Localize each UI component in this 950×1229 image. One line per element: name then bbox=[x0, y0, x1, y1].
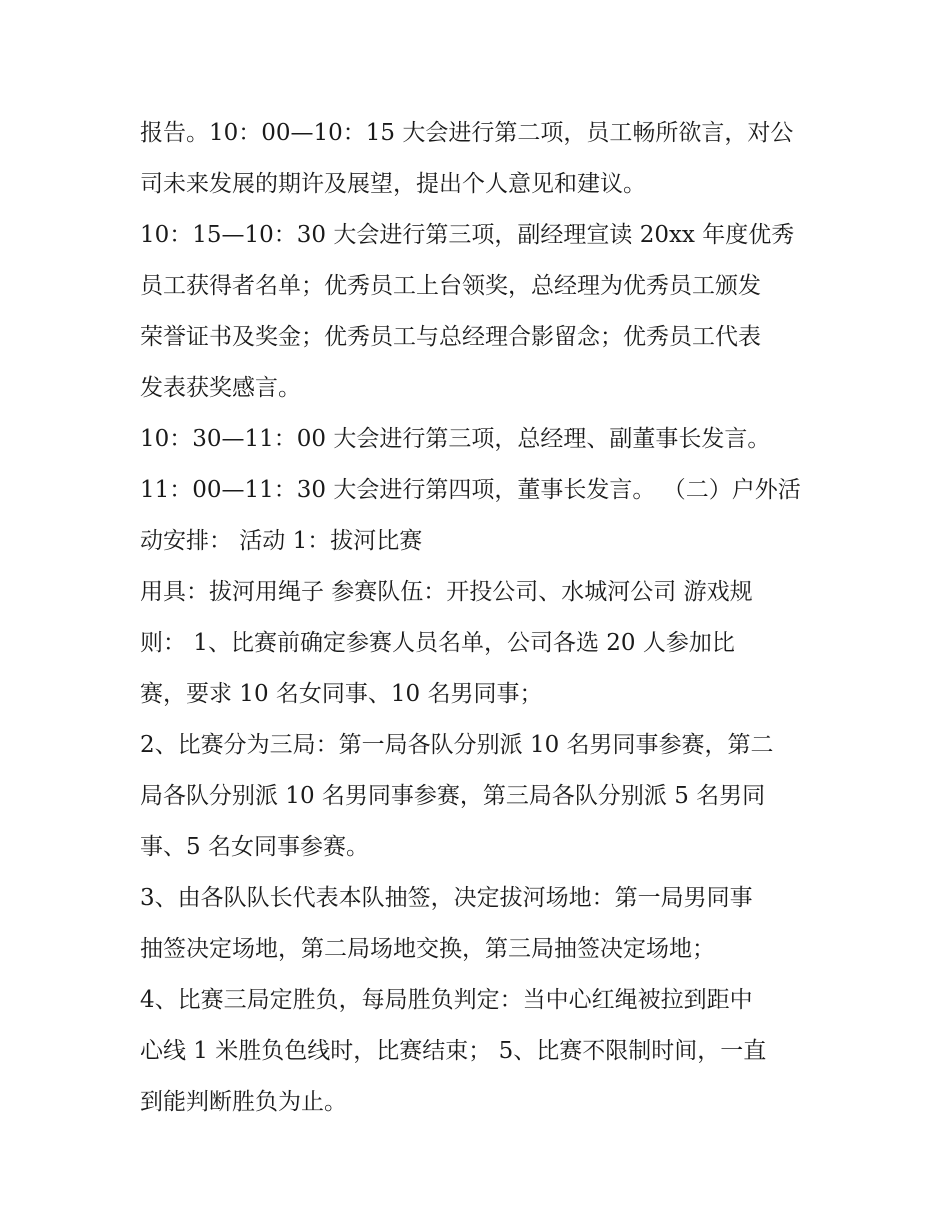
text-line: 事、5 名女同事参赛。 bbox=[140, 834, 369, 860]
text-line: 发表获奖感言。 bbox=[140, 375, 301, 401]
document-body bbox=[140, 108, 830, 1128]
text-line: 2、比赛分为三局：第一局各队分别派 10 名男同事参赛，第二 bbox=[140, 732, 774, 758]
text-line: 3、由各队队长代表本队抽签，决定拔河场地：第一局男同事 bbox=[140, 885, 753, 911]
text-line: 用具：拔河用绳子 参赛队伍：开投公司、水城河公司 游戏规 bbox=[140, 579, 753, 605]
text-line: 则： 1、比赛前确定参赛人员名单，公司各选 20 人参加比 bbox=[140, 630, 735, 656]
text-line: 赛，要求 10 名女同事、10 名男同事； bbox=[140, 681, 543, 707]
text-line: 报告。10：00—10：15 大会进行第二项，员工畅所欲言，对公 bbox=[140, 120, 794, 146]
text-line: 荣誉证书及奖金；优秀员工与总经理合影留念；优秀员工代表 bbox=[140, 324, 761, 350]
text-line: 司未来发展的期许及展望，提出个人意见和建议。 bbox=[140, 171, 646, 197]
text-line: 10：15—10：30 大会进行第三项，副经理宣读 20xx 年度优秀 bbox=[140, 222, 795, 248]
text-line: 动安排： 活动 1：拔河比赛 bbox=[140, 528, 423, 554]
text-line: 局各队分别派 10 名男同事参赛，第三局各队分别派 5 名男同 bbox=[140, 783, 766, 809]
text-line: 到能判断胜负为止。 bbox=[140, 1089, 347, 1115]
text-line: 4、比赛三局定胜负，每局胜负判定：当中心红绳被拉到距中 bbox=[140, 987, 753, 1013]
text-line: 抽签决定场地，第二局场地交换，第三局抽签决定场地； bbox=[140, 936, 715, 962]
text-line: 10：30—11：00 大会进行第三项，总经理、副董事长发言。 bbox=[140, 426, 771, 452]
text-line: 心线 1 米胜负色线时，比赛结束； 5、比赛不限制时间，一直 bbox=[140, 1038, 767, 1064]
text-line: 11：00—11：30 大会进行第四项，董事长发言。 （二）户外活 bbox=[140, 477, 801, 503]
text-line: 员工获得者名单；优秀员工上台领奖，总经理为优秀员工颁发 bbox=[140, 273, 761, 299]
